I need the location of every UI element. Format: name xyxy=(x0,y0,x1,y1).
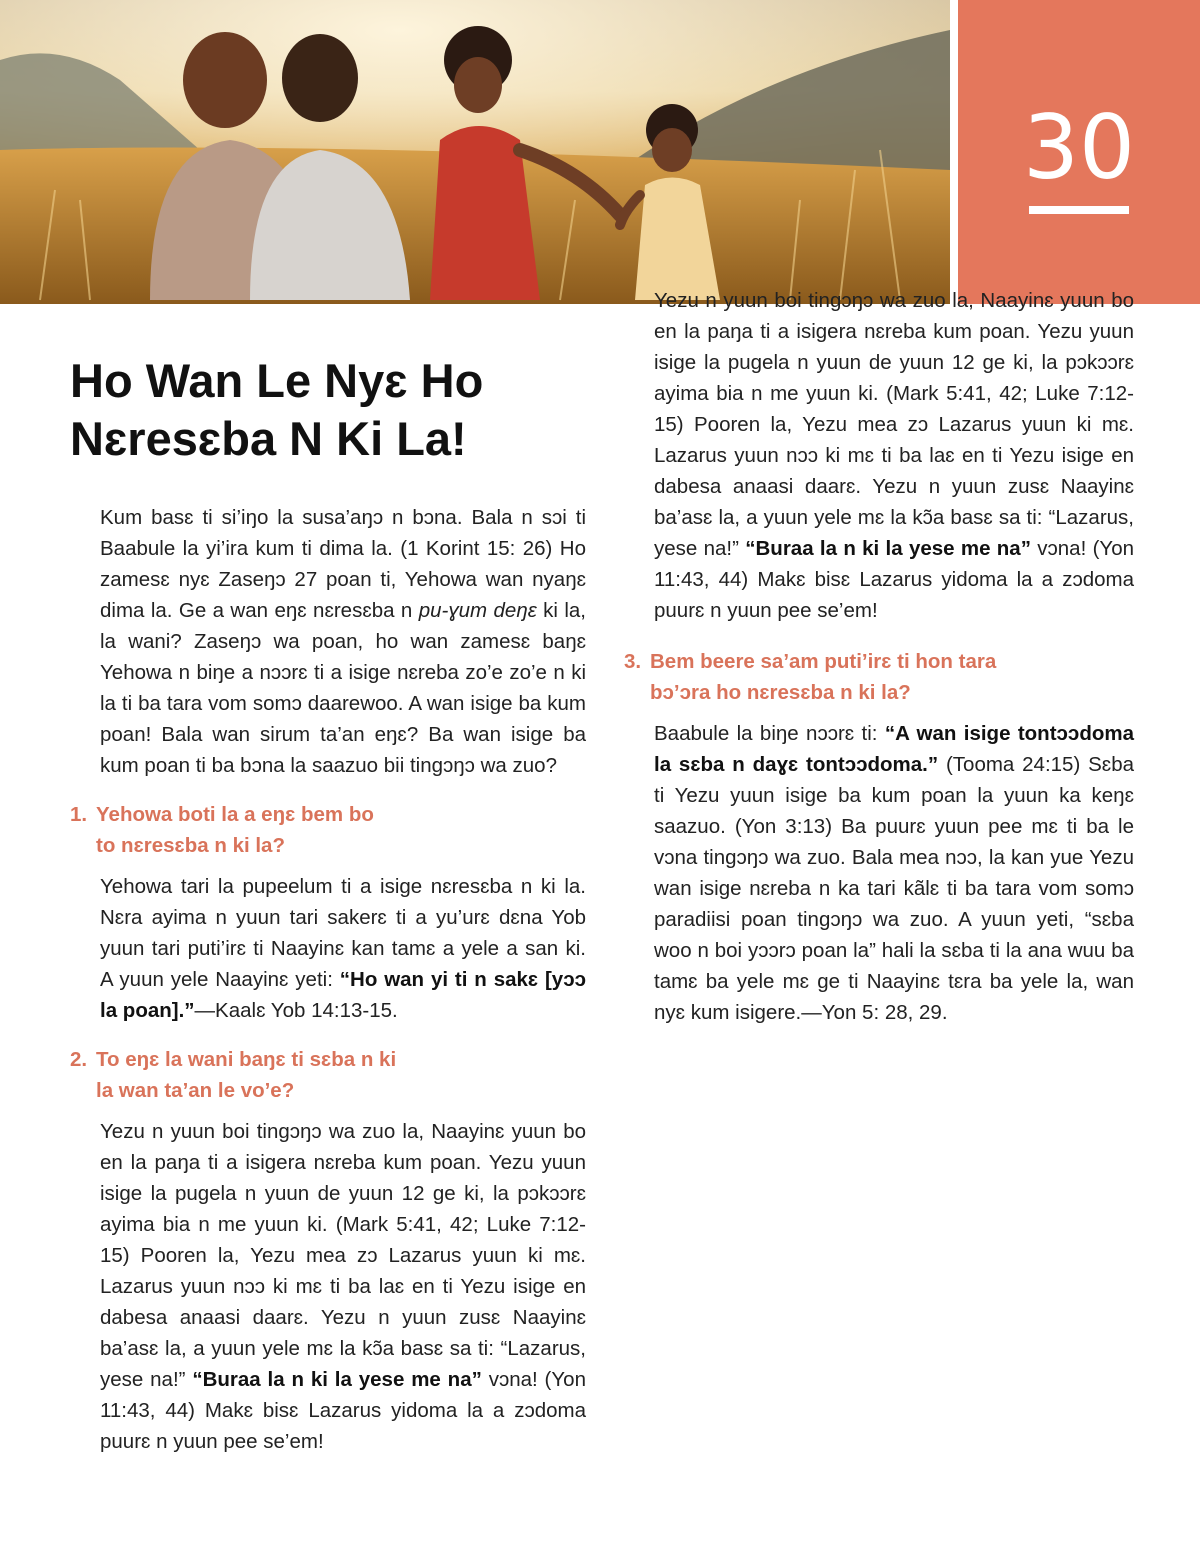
family-in-field-illustration xyxy=(0,0,950,304)
question-heading-line: la wan ta’an le vo’e? xyxy=(96,1079,295,1102)
answer-text: vɔna! (Yon 11:43, 44) Makɛ bisɛ Lazarus yidoma la a zɔdoma puurɛ n yuun pee se’em! xyxy=(100,1368,586,1453)
scripture-quote: “Buraa la n ki la yese me na” xyxy=(745,537,1031,560)
intro-text-2: ki la, la wani? Zaseŋɔ wa poan, ho wan zamesɛ baŋɛ Yehowa n biŋe a nɔɔrɛ ti a isige nɛreba zo’e zo’e n ki la ti ba tara vom somɔ daarewoo. A wan isige ba kum poan! Bala wan sirum ta’an eŋɛ? Ba wan isige ba kum poan ti ba bɔna la saazuo bii tingɔŋɔ wa zuo? xyxy=(100,599,586,777)
answer-text: Baabule la biŋe nɔɔrɛ ti: xyxy=(654,722,885,745)
right-column-section-3 xyxy=(624,646,1134,1028)
question-heading-line: Yehowa boti la a eŋɛ bem bo xyxy=(96,803,374,826)
answer-paragraph-2 xyxy=(100,1116,586,1453)
answer-text: (Tooma 24:15) Sɛba ti Yezu yuun isige ba kum poan la yuun ka keŋɛ saazuo. (Yon 3:13) Ba puurɛ yuun pee mɛ ti ba le vɔna tingɔŋɔ wa zuo. Bala mea nɔɔ, la kan yue Yezu wan isige nɛreba n ka tari kãlɛ ti ba tara vom somɔ paradiisi poan tingɔŋɔ wa zuo. A yuun yeti, “sɛba woo n boi yɔɔrɔ poan la” hali la sɛba ti la ana wuu ba tamɛ ba yele mɛ ge ti Naayinɛ tɛra ba yele la, wan nyɛ kum isigere.—Yon 5: 28, 29. xyxy=(654,753,1134,1024)
answer-paragraph-3 xyxy=(654,718,1134,1028)
chapter-number: 30 xyxy=(1023,96,1135,199)
answer-paragraph-1 xyxy=(100,871,586,1026)
question-heading-1 xyxy=(70,799,586,861)
left-column xyxy=(70,502,586,1453)
intro-paragraph xyxy=(100,502,586,781)
answer-paragraph-2-tail xyxy=(654,285,1134,626)
scripture-quote: “Ho wan yi ti n sakɛ [yɔɔ la poan].” xyxy=(100,968,586,1022)
title-line-1: Ho Wan Le Nyɛ Ho xyxy=(70,354,484,407)
page-title xyxy=(70,352,630,468)
question-heading-2 xyxy=(70,1044,586,1106)
question-heading-3 xyxy=(624,646,1134,708)
scripture-quote: “A wan isige tontɔɔdoma la sɛba n daɣɛ tontɔɔdoma.” xyxy=(654,722,1135,776)
answer-text: vɔna! (Yon 11:43, 44) Makɛ bisɛ Lazarus yidoma la a zɔdoma puurɛ n yuun pee se’em! xyxy=(654,537,1134,622)
question-heading-line: to nɛresɛba n ki la? xyxy=(96,834,285,857)
answer-text: Yezu n yuun boi tingɔŋɔ wa zuo la, Naayinɛ yuun bo en la paŋa ti a isigera nɛreba kum poan. Yezu yuun isige la pugela n yuun de yuun 12 ge ki, la pɔkɔɔrɛ ayima bia n me yuun ki. (Mark 5:41, 42; Luke 7:12-15) Pooren la, Yezu mea zɔ Lazarus yuun ki mɛ. Lazarus yuun nɔɔ ki mɛ ti ba laɛ en ti Yezu isige en dabesa anaasi daarɛ. Yezu n yuun zusɛ Naayinɛ ba’asɛ la, a yuun yele mɛ la kɔ̃a basɛ sa ti: “Lazarus, yese na!” xyxy=(100,1120,586,1391)
question-heading-line: To eŋɛ la wani baŋɛ ti sɛba n ki xyxy=(96,1048,397,1071)
scripture-quote: “Buraa la n ki la yese me na” xyxy=(192,1368,482,1391)
paragraph-2-continuation xyxy=(624,289,1134,626)
question-heading-line: bɔ’ɔra ho nɛresɛba n ki la? xyxy=(650,681,911,704)
answer-text: —Kaalɛ Yob 14:13-15. xyxy=(194,999,398,1022)
question-number: 2. xyxy=(70,1048,88,1071)
intro-italic-text: pu-ɣum deŋɛ xyxy=(418,599,537,622)
intro-text-1: Kum basɛ ti si’iŋo la susa’aŋɔ n bɔna. Bala n sɔi ti Baabule la yi’ira kum ti dima la. (1 Korint 15: 26) Ho zamesɛ nyɛ Zaseŋɔ 27 poan ti, Yehowa wan nyaŋɛ dima la. Ge a wan eŋɛ nɛresɛba n xyxy=(100,506,586,622)
chapter-underline xyxy=(1029,206,1129,214)
answer-text: Yezu n yuun boi tingɔŋɔ wa zuo la, Naayinɛ yuun bo en la paŋa ti a isigera nɛreba kum poan. Yezu yuun isige la pugela n yuun de yuun 12 ge ki, la pɔkɔɔrɛ ayima bia n me yuun ki. (Mark 5:41, 42; Luke 7:12-15) Pooren la, Yezu mea zɔ Lazarus yuun ki mɛ. Lazarus yuun nɔɔ ki mɛ ti ba laɛ en ti Yezu isige en dabesa anaasi daarɛ. Yezu n yuun zusɛ Naayinɛ ba’asɛ la, a yuun yele mɛ la kɔ̃a basɛ sa ti: “Lazarus, yese na!” xyxy=(654,289,1134,560)
chapter-badge xyxy=(958,0,1200,304)
question-heading-line: Bem beere sa’am puti’irɛ ti hon tara xyxy=(650,650,997,673)
title-line-2: Nɛresɛba N Ki La! xyxy=(70,412,467,465)
header-photo xyxy=(0,0,950,304)
question-number: 3. xyxy=(624,650,642,673)
answer-text: Yehowa tari la pupeelum ti a isige nɛresɛba n ki la. Nɛra ayima n yuun tari sakerɛ ti a yu’urɛ dɛna Yob yuun tari puti’irɛ ti Naayinɛ kan tamɛ a yele a san ki. A yuun yele Naayinɛ yeti: xyxy=(100,875,586,991)
question-number: 1. xyxy=(70,803,88,826)
